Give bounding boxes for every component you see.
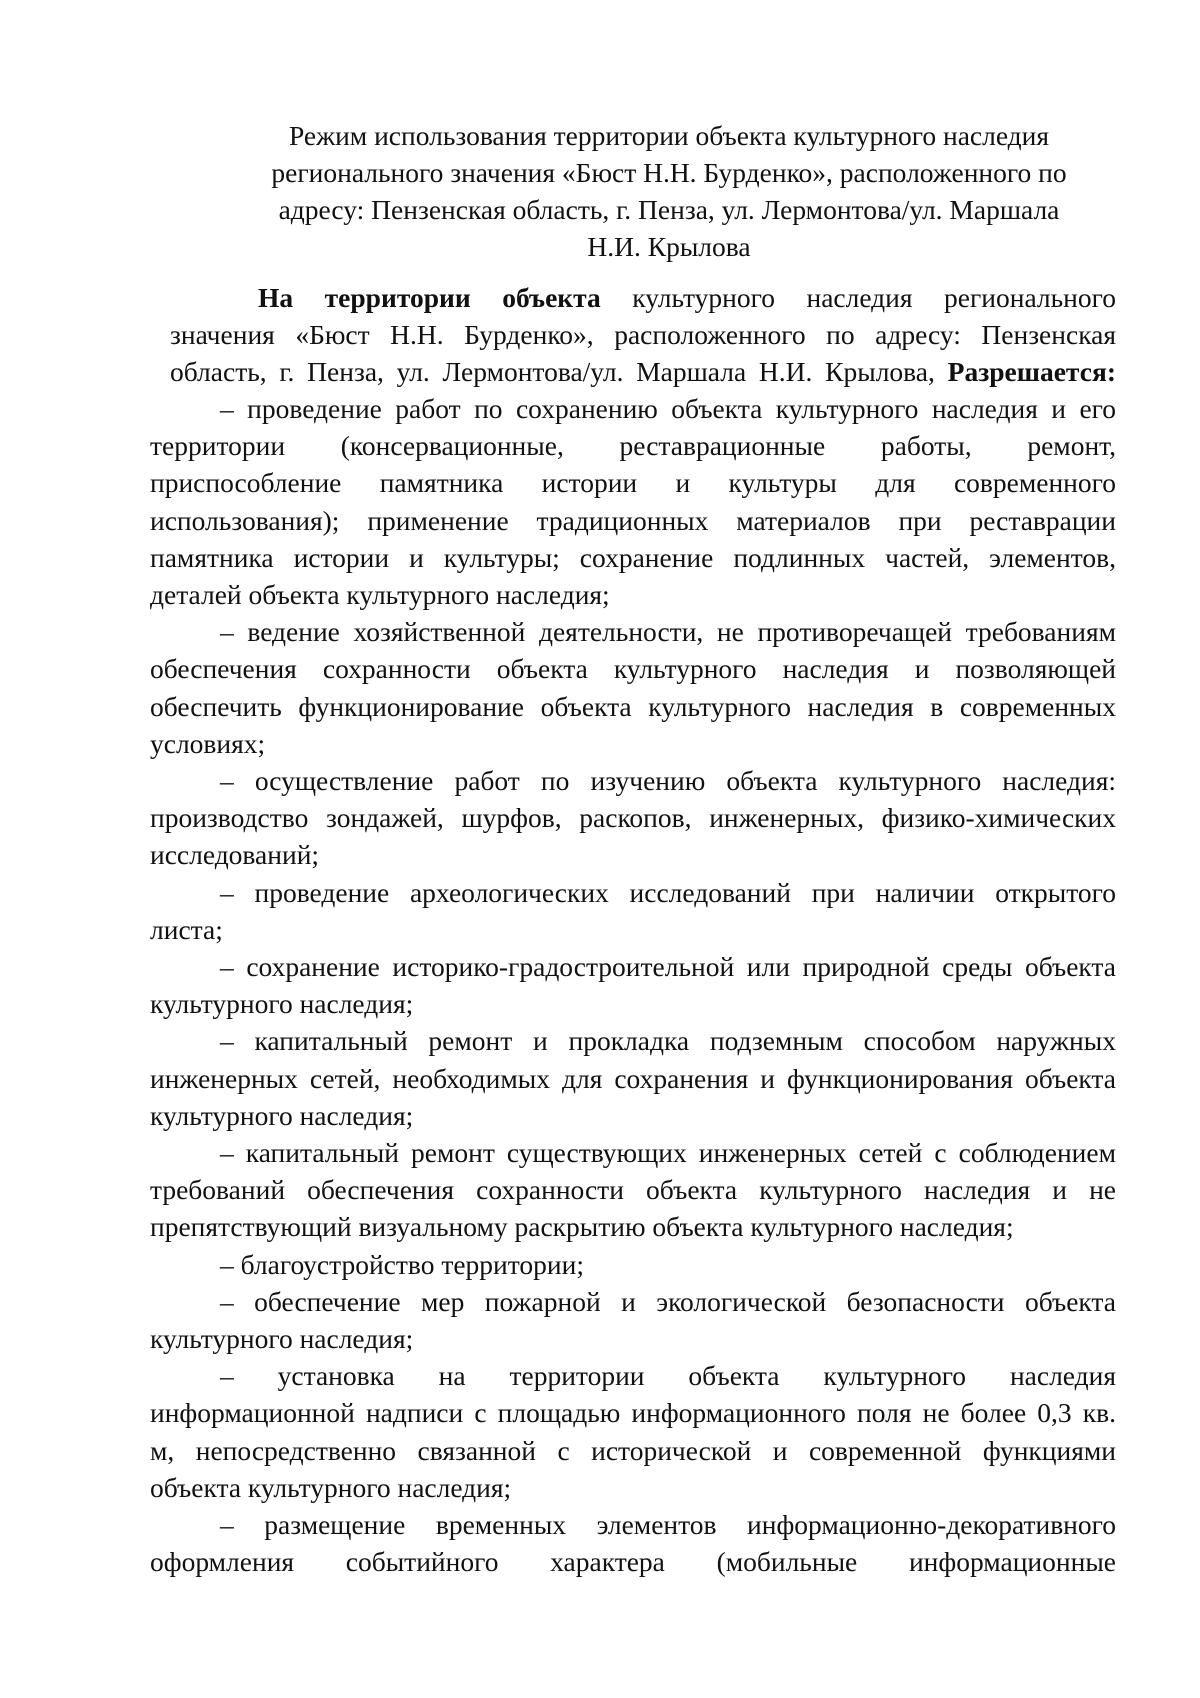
intro-bold-lead: На территории объекта [258,282,601,313]
list-item-line: требований обеспечения сохранности объекта культурного наследия и не [150,1174,1116,1206]
list-item-line: – капитальный ремонт существующих инженерных сетей с соблюдением [220,1137,1116,1169]
list-item-line: – осуществление работ по изучению объекта культурного наследия: [220,765,1116,797]
intro-line3-text: область, г. Пенза, ул. Лермонтова/ул. Маршала Н.И. Крылова, [170,356,935,387]
intro-line [170,279,1116,316]
list-item-line: – обеспечение мер пожарной и экологической безопасности объекта [220,1285,1116,1317]
list-item [150,1506,1116,1580]
list-item-line: культурного наследия; [150,1323,414,1355]
permitted-activities-list [150,390,1116,1581]
list-item [150,1357,1116,1506]
list-item-line: информационной надписи с площадью информационного поля не более 0,3 кв. [150,1397,1116,1429]
list-item-line: культурного наследия; [150,988,414,1020]
list-item-line: объекта культурного наследия; [150,1471,512,1503]
list-item-line: – проведение работ по сохранению объекта культурного наследия и его [220,393,1116,424]
intro-permitted-label: Разрешается: [947,356,1117,387]
list-item-line: приспособление памятника истории и культуры для современного [150,467,1116,499]
list-item [150,948,1116,1022]
intro-line1-rest: культурного наследия регионального [632,282,1116,313]
list-item-line: территории (консервационные, реставрационные работы, ремонт, [150,430,1116,462]
list-item [150,1283,1116,1357]
list-item-line: – размещение временных элементов информационно-декоративного [220,1509,1116,1541]
list-item [150,1246,1116,1283]
list-item [150,1134,1116,1246]
list-item-line: производство зондажей, шурфов, раскопов, инженерных, физико-химических [150,802,1116,834]
document-title [236,117,1102,265]
title-line: адресу: Пензенская область, г. Пенза, ул. Лермонтова/ул. Маршала [278,194,1060,225]
title-line: Режим использования территории объекта культурного наследия [288,120,1050,151]
list-item-line: использования); применение традиционных материалов при реставрации [150,504,1116,536]
list-item-line: памятника истории и культуры; сохранение подлинных частей, элементов, [150,541,1116,573]
title-line: Н.И. Крылова [587,231,751,262]
list-item-line: оформления событийного характера (мобильные информационные [150,1546,1116,1578]
list-item-line: – проведение археологических исследований при наличии открытого [220,876,1116,908]
list-item-line: условиях; [150,727,266,759]
intro-paragraph [170,279,1116,390]
list-item-line: инженерных сетей, необходимых для сохранения и функционирования объекта [150,1062,1116,1094]
intro-line [170,353,1116,390]
list-item [150,390,1116,613]
list-item [150,613,1116,762]
list-item-line: деталей объекта культурного наследия; [150,579,610,611]
list-item [150,1022,1116,1134]
list-item-line: обеспечить функционирование объекта культурного наследия в современных [150,690,1116,722]
list-item-line: культурного наследия; [150,1099,414,1131]
list-item-line: – установка на территории объекта культурного наследия [220,1360,1116,1392]
list-item-line: – капитальный ремонт и прокладка подземным способом наружных [220,1025,1116,1057]
list-item-line: – ведение хозяйственной деятельности, не противоречащей требованиям [220,616,1116,648]
list-item-line: препятствующий визуальному раскрытию объекта культурного наследия; [150,1211,1014,1243]
list-item [150,874,1116,948]
list-item [150,762,1116,874]
list-item-line: – сохранение историко-градостроительной или природной среды объекта [220,951,1116,983]
list-item-line: листа; [150,913,223,945]
list-item-line: – благоустройство территории; [220,1248,584,1280]
intro-line: значения «Бюст Н.Н. Бурденко», расположенного по адресу: Пензенская [170,319,1116,350]
list-item-line: исследований; [150,839,320,871]
title-line: регионального значения «Бюст Н.Н. Бурденко», расположенного по [271,157,1067,188]
list-item-line: м, непосредственно связанной с исторической и современной функциями [150,1434,1116,1466]
list-item-line: обеспечения сохранности объекта культурного наследия и позволяющей [150,653,1116,685]
